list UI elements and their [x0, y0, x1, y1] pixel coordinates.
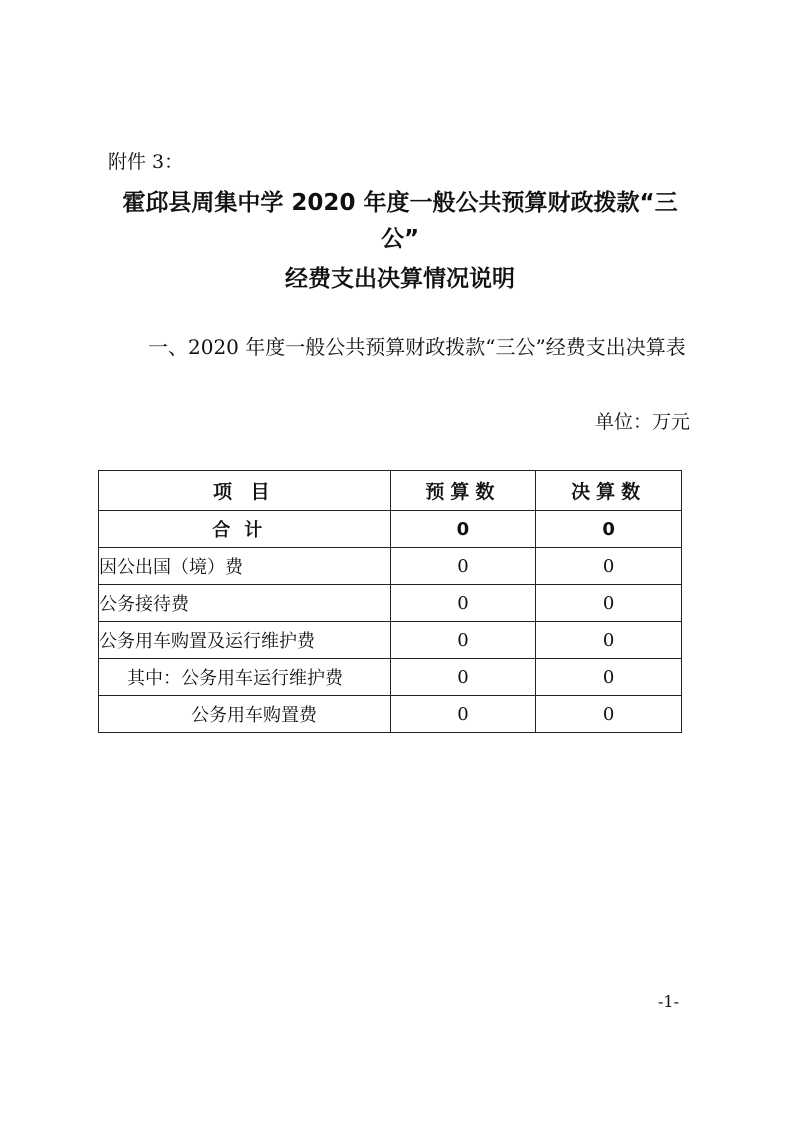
row-budget: 0	[390, 585, 536, 622]
total-label: 合计	[99, 511, 391, 548]
table-row	[99, 659, 682, 696]
unit-label: 单位：万元	[594, 411, 690, 433]
row-budget: 0	[390, 659, 536, 696]
row-actual: 0	[536, 696, 682, 733]
page-number: -1-	[658, 992, 679, 1011]
row-label: 公务接待费	[99, 585, 391, 622]
table-row	[99, 696, 682, 733]
row-actual: 0	[536, 659, 682, 696]
document-title-line-3: 经费支出决算情况说明	[285, 266, 515, 292]
attachment-label: 附件 3：	[108, 151, 184, 173]
row-actual: 0	[536, 548, 682, 585]
row-budget: 0	[390, 548, 536, 585]
row-label: 公务用车购置费	[99, 696, 391, 733]
header-item: 项 目	[99, 471, 391, 511]
document-title-line-2: 公”	[380, 226, 420, 252]
row-actual: 0	[536, 585, 682, 622]
table-row	[99, 585, 682, 622]
row-label: 因公出国（境）费	[99, 548, 391, 585]
row-label: 其中：公务用车运行维护费	[99, 659, 391, 696]
table-row	[99, 548, 682, 585]
header-budget: 预算数	[390, 471, 536, 511]
total-budget: 0	[390, 511, 536, 548]
total-actual: 0	[536, 511, 682, 548]
section-heading: 一、2020 年度一般公共预算财政拨款“三公”经费支出决算表	[148, 335, 686, 359]
row-actual: 0	[536, 622, 682, 659]
expenditure-table	[98, 470, 682, 733]
table-row	[99, 622, 682, 659]
table-header-row	[99, 471, 682, 511]
header-actual: 决算数	[536, 471, 682, 511]
row-budget: 0	[390, 696, 536, 733]
document-title-line-1: 霍邱县周集中学 2020 年度一般公共预算财政拨款“三	[122, 190, 678, 216]
row-budget: 0	[390, 622, 536, 659]
table-row-total	[99, 511, 682, 548]
row-label: 公务用车购置及运行维护费	[99, 622, 391, 659]
